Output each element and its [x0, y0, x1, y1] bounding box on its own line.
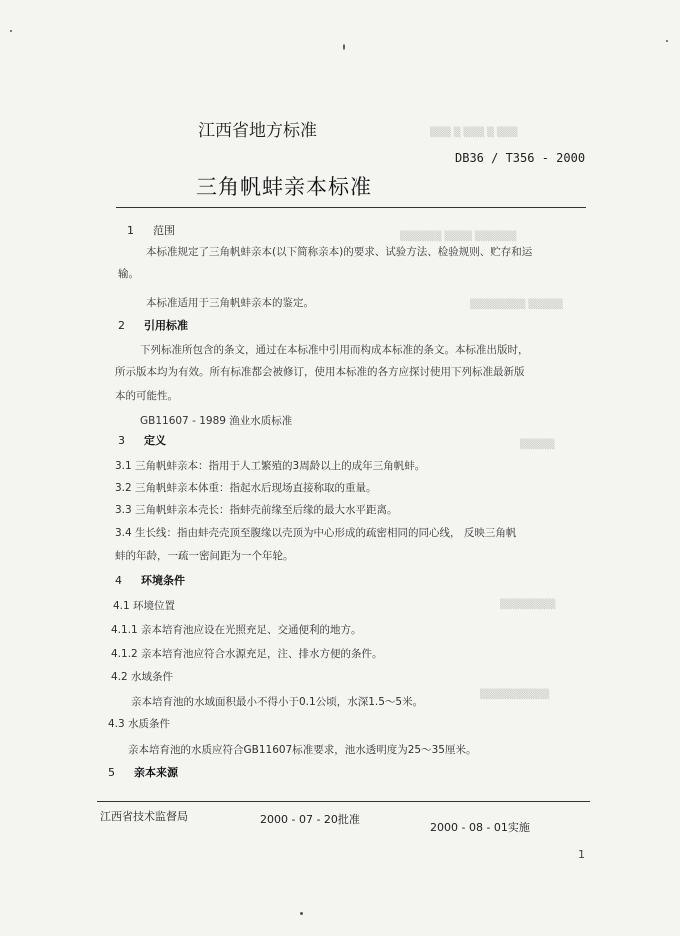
referenced-standard: GB11607 - 1989 渔业水质标准	[140, 415, 293, 427]
clause-4-1-2: 4.1.2 亲本培育池应符合水源充足，注、排水方便的条件。	[111, 648, 383, 660]
paragraph-line: 本的可能性。	[115, 390, 178, 402]
paragraph-line: 本标准适用于三角帆蚌亲本的鉴定。	[146, 297, 314, 309]
section-1-heading	[127, 222, 175, 238]
standard-code: DB36 / T356 - 2000	[455, 151, 586, 165]
paragraph-line: 亲本培育池的水域面积最小不得小于0.1公顷，水深1.5～5米。	[131, 696, 424, 708]
show-through-text: ▒▒▒▒▒▒ ▒▒▒▒ ▒▒▒▒▒▒	[400, 232, 517, 242]
section-number: 2	[118, 319, 125, 332]
section-title: 范围	[153, 224, 175, 237]
page-number: 1	[578, 848, 585, 861]
issuing-authority: 江西省地方标准	[198, 121, 317, 141]
definition-3-4-cont: 蚌的年龄，一疏一密间距为一个年轮。	[115, 550, 294, 562]
paragraph-line: 所示版本均为有效。所有标准都会被修订，使用本标准的各方应探讨使用下列标准最新版	[115, 366, 525, 378]
paragraph-line: 下列标准所包含的条文，通过在本标准中引用而构成本标准的条文。本标准出版时，	[140, 344, 529, 356]
issuer: 江西省技术监督局	[100, 810, 188, 823]
section-number: 3	[118, 434, 125, 447]
section-title: 环境条件	[141, 574, 185, 587]
show-through-text: ▒▒▒ ▒ ▒▒▒ ▒ ▒▒▒	[430, 128, 518, 138]
definition-3-2: 3.2 三角帆蚌亲本体重：指起水后现场直接称取的重量。	[115, 482, 377, 494]
section-3-heading	[118, 432, 166, 448]
effective-date: 2000 - 08 - 01实施	[430, 821, 530, 834]
scan-speck	[666, 40, 668, 42]
section-4-heading	[115, 572, 185, 588]
scan-speck	[10, 30, 12, 32]
show-through-text: ▒▒▒▒▒	[520, 440, 555, 450]
section-5-heading	[108, 764, 178, 780]
document-title: 三角帆蚌亲本标准	[196, 175, 372, 199]
subsection-4-2: 4.2 水域条件	[111, 671, 174, 683]
section-number: 5	[108, 766, 115, 779]
paragraph-line: 输。	[118, 268, 139, 280]
show-through-text: ▒▒▒▒▒▒▒▒ ▒▒▒▒▒	[470, 300, 563, 310]
approval-date: 2000 - 07 - 20批准	[260, 813, 360, 826]
definition-3-1: 3.1 三角帆蚌亲本：指用于人工繁殖的3周龄以上的成年三角帆蚌。	[115, 460, 426, 472]
section-2-heading	[118, 317, 188, 333]
definition-3-4: 3.4 生长线：指由蚌壳壳顶至腹缘以壳顶为中心形成的疏密相同的同心线， 反映三角帆	[115, 527, 517, 539]
paragraph-line: 亲本培育池的水质应符合GB11607标准要求，池水透明度为25～35厘米。	[128, 744, 477, 756]
show-through-text: ▒▒▒▒▒▒▒▒▒▒	[480, 690, 550, 700]
show-through-text: ▒▒▒▒▒▒▒▒	[500, 600, 556, 610]
footer-divider	[97, 801, 590, 802]
section-number: 1	[127, 224, 134, 237]
subsection-4-3: 4.3 水质条件	[108, 718, 171, 730]
section-title: 亲本来源	[134, 766, 178, 779]
paragraph-line: 本标准规定了三角帆蚌亲本(以下简称亲本)的要求、试验方法、检验规则、贮存和运	[146, 246, 533, 258]
scan-speck	[343, 44, 345, 50]
section-number: 4	[115, 574, 122, 587]
header-divider	[116, 207, 586, 208]
definition-3-3: 3.3 三角帆蚌亲本壳长：指蚌壳前缘至后缘的最大水平距离。	[115, 504, 398, 516]
scan-speck	[300, 912, 303, 915]
clause-4-1-1: 4.1.1 亲本培育池应设在光照充足、交通便利的地方。	[111, 624, 362, 636]
section-title: 引用标准	[144, 319, 188, 332]
section-title: 定义	[144, 434, 166, 447]
subsection-4-1: 4.1 环境位置	[113, 600, 176, 612]
